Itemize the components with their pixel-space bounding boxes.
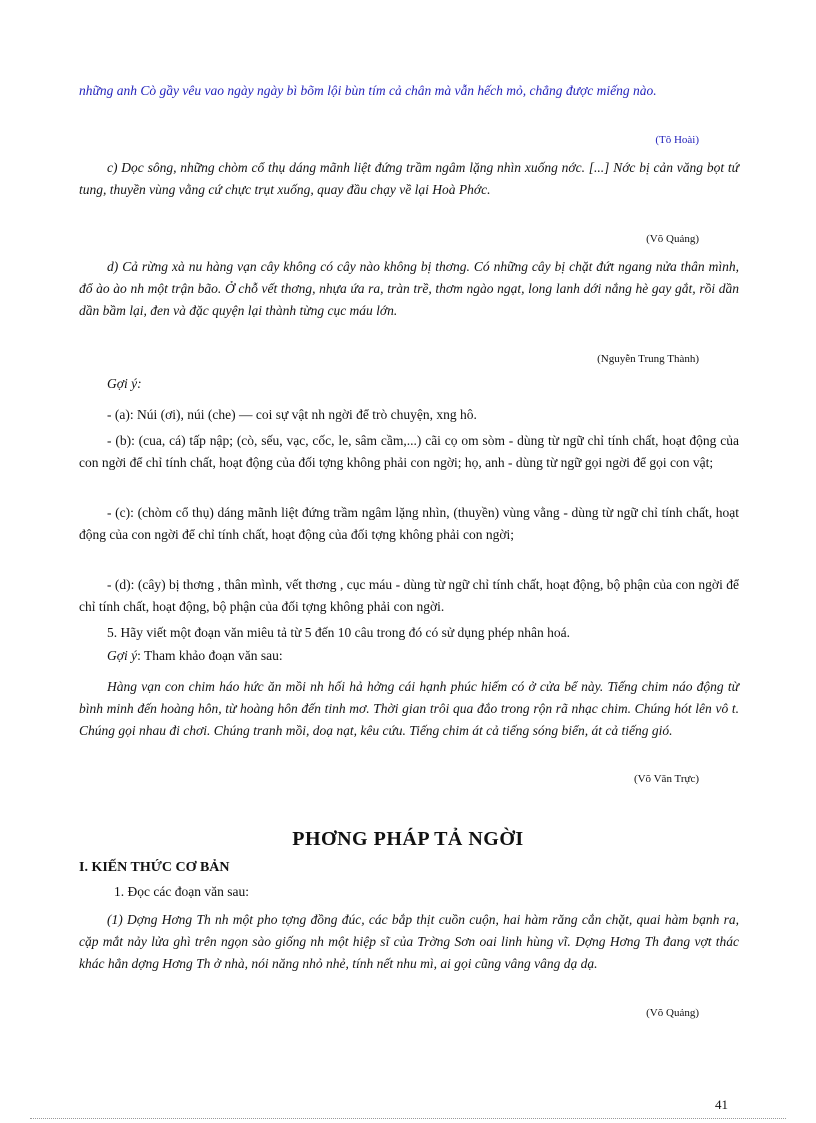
paragraph-c: c) Dọc sông, những chòm cổ thụ dáng mãnh liệt đứng trầm ngâm lặng nhìn xuống nớc. [...] Nớc bị cản văng bọt tứ tung, thuyền vùng vằng cứ chực trụt xuống, quay đầu chạy về lại Hoà Phớc. xyxy=(79,160,739,197)
footer-divider xyxy=(30,1118,786,1119)
hint-d: - (d): (cây) bị thơng , thân mình, vết thơng , cục máu - dùng từ ngữ chỉ tính chất, hoạt động, bộ phận của con ngời để chỉ tính chất, hoạt động, bộ phận của đối tợng không phải con ngời. xyxy=(79,577,739,614)
page-number: 41 xyxy=(715,1097,728,1112)
hint-a: - (a): Núi (ơi), núi (che) — coi sự vật nh ngời để trò chuyện, xng hô. xyxy=(107,407,477,422)
task-5-hint-text: : Tham khảo đoạn văn sau: xyxy=(137,648,283,663)
source-to-hoai: (Tô Hoài) xyxy=(655,134,699,146)
source-vo-van-truc: (Võ Văn Trực) xyxy=(633,773,699,785)
item-1: 1. Đọc các đoạn văn sau: xyxy=(114,884,249,899)
task-5-hint-label: Gợi ý xyxy=(107,648,138,663)
section-heading: I. KIẾN THỨC CƠ BẢN xyxy=(79,860,230,875)
hint-c: - (c): (chòm cổ thụ) dáng mãnh liệt đứng trầm ngâm lặng nhìn, (thuyền) vùng vằng - dùng từ ngữ chỉ tính chất, hoạt động của con ngời để chỉ tính chất, hoạt động của đối tợng không phải con ngời; xyxy=(79,505,739,542)
sample-paragraph: Hàng vạn con chim háo hức ăn mồi nh hối hả hởng cái hạnh phúc hiếm có ở cửa bể này. Tiếng chim náo động từ bình minh đến hoàng hôn, từ hoàng hôn đến tinh mơ. Thời gian trôi qua đắo trong rộn rã nhạc chim. Chúng hót lên vô t. Chúng gọi nhau đi chơi. Chúng tranh mồi, doạ nạt, kêu cứu. Tiếng chim át cả tiếng sóng biển, át cả tiếng gió. xyxy=(79,679,739,738)
hint-b: - (b): (cua, cá) tấp nập; (cò, sếu, vạc, cốc, le, sâm cầm,...) cãi cọ om sòm - dùng từ ngữ chỉ tính chất, hoạt động của con ngời để chỉ tính chất, hoạt động của đối tợng không phải con ngời; họ, anh - dùng từ ngữ gọi ngời để gọi con vật; xyxy=(79,433,739,470)
chapter-title: PHƠNG PHÁP TẢ NGỜI xyxy=(292,828,524,850)
source-vo-quang-2: (Võ Quảng) xyxy=(646,1007,699,1019)
task-5-hint xyxy=(107,648,283,664)
task-5: 5. Hãy viết một đoạn văn miêu tả từ 5 đến 10 câu trong đó có sử dụng phép nhân hoá. xyxy=(107,625,571,640)
source-nguyen-trung-thanh: (Nguyễn Trung Thành) xyxy=(597,353,699,365)
hint-label: Gợi ý: xyxy=(107,376,142,391)
paragraph-d: d) Cả rừng xà nu hàng vạn cây không có cây nào không bị thơng. Có những cây bị chặt đứt ngang nửa thân mình, đổ ào ào nh một trận bão. Ở chỗ vết thơng, nhựa ứa ra, tràn trề, thơm ngào ngạt, long lanh dới nắng hè gay gắt, rồi dần dần bầm lại, đen và đặc quyện lại thành từng cục máu lớn. xyxy=(79,259,739,318)
fragment-a-continuation: những anh Cò gầy vêu vao ngày ngày bì bõm lội bùn tím cả chân mà vẫn hếch mỏ, chẳng được miếng nào. xyxy=(79,83,657,98)
paragraph-1: (1) Dợng Hơng Th nh một pho tợng đồng đúc, các bắp thịt cuồn cuộn, hai hàm răng cắn chặt, quai hàm bạnh ra, cặp mắt nảy lửa ghì trên ngọn sào giống nh một hiệp sĩ của Trờng Sơn oai linh hùng vĩ. Dợng Hơng Th đang vợt thác khác hẳn dợng Hơng Th ở nhà, nói năng nhỏ nhẻ, tính nết nhu mì, ai gọi cũng vâng vâng dạ dạ. xyxy=(79,912,739,971)
source-vo-quang: (Võ Quảng) xyxy=(646,233,699,245)
